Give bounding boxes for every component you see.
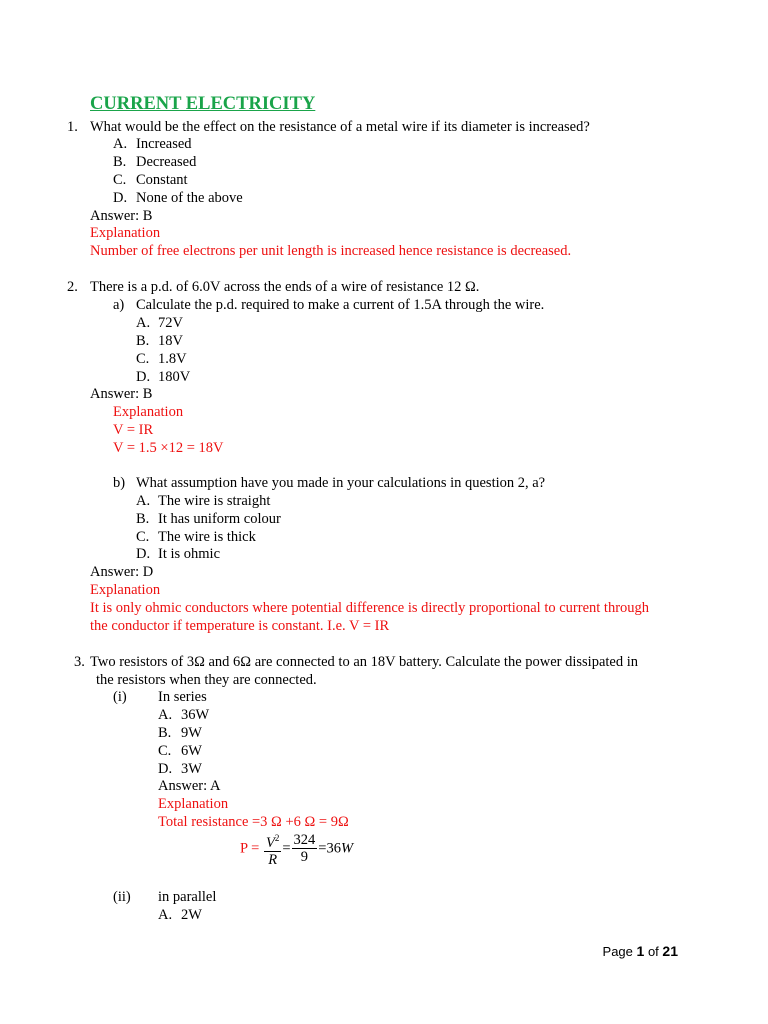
q3i-total-resistance: Total resistance =3 Ω +6 Ω = 9Ω [158, 814, 349, 830]
q2b-explanation-label: Explanation [90, 582, 161, 598]
q1-option-letter: A. [113, 136, 128, 152]
q2a-text: Calculate the p.d. required to make a current of 1.5A through the wire. [136, 297, 545, 313]
q2a-label: a) [113, 297, 125, 313]
footer-page-number: 1 [636, 943, 645, 959]
q2b-explanation-line: It is only ohmic conductors where potential difference is directly proportional to current through [90, 600, 650, 616]
formula-denominator: 9 [300, 849, 309, 866]
q2b-option-text: The wire is straight [158, 493, 271, 509]
q2a-option-letter: A. [136, 315, 151, 331]
formula-lhs: P = [240, 840, 260, 857]
q2a-option-letter: C. [136, 351, 150, 367]
q3i-option-letter: B. [158, 725, 172, 741]
q3ii-option-letter: A. [158, 907, 173, 923]
q1-option-letter: B. [113, 154, 127, 170]
power-formula [240, 830, 353, 868]
q1-option-text: None of the above [136, 190, 243, 206]
q1-explanation: Number of free electrons per unit length is increased hence resistance is decreased. [90, 243, 572, 259]
q2a-option-text: 180V [158, 369, 191, 385]
q2-text: There is a p.d. of 6.0V across the ends of a wire of resistance 12 Ω. [90, 279, 480, 295]
q3ii-text: in parallel [158, 889, 217, 905]
formula-numerator: V [265, 834, 275, 851]
q3ii-option-text: 2W [181, 907, 202, 923]
q2b-label: b) [113, 475, 126, 491]
q3i-option-text: 6W [181, 743, 202, 759]
q2b-answer: Answer: D [90, 564, 154, 580]
q3i-option-text: 36W [181, 707, 210, 723]
q1-text: What would be the effect on the resistance of a metal wire if its diameter is increased? [90, 119, 590, 135]
formula-exponent: 2 [274, 833, 280, 843]
q3i-option-letter: A. [158, 707, 173, 723]
q1-option-letter: D. [113, 190, 128, 206]
q2a-option-text: 1.8V [158, 351, 187, 367]
formula-equals: = [282, 840, 291, 857]
footer-page-word: Page [602, 944, 633, 959]
q2a-option-text: 18V [158, 333, 183, 349]
q2b-option-text: It is ohmic [158, 546, 221, 562]
q3-text: Two resistors of 3Ω and 6Ω are connected to an 18V battery. Calculate the power dissipated in [90, 654, 639, 670]
q1-number: 1. [67, 119, 78, 135]
q3i-answer: Answer: A [158, 778, 221, 794]
fraction-v2-over-r [264, 830, 281, 868]
q3i-option-letter: D. [158, 761, 173, 777]
formula-numerator: 324 [293, 832, 316, 849]
q3i-option-text: 3W [181, 761, 202, 777]
q2b-option-letter: D. [136, 546, 151, 562]
q3i-option-text: 9W [181, 725, 202, 741]
q2a-explanation-line: V = 1.5 ×12 = 18V [113, 440, 224, 456]
q2b-explanation-line: the conductor if temperature is constant. I.e. V = IR [90, 618, 390, 634]
q1-explanation-label: Explanation [90, 225, 161, 241]
q2a-explanation-label: Explanation [113, 404, 184, 420]
q2a-option-letter: B. [136, 333, 150, 349]
q2b-option-text: It has uniform colour [158, 511, 281, 527]
q2a-explanation-line: V = IR [113, 422, 154, 438]
footer-of-word: of [647, 944, 659, 959]
page-footer [603, 943, 678, 959]
q3ii-label: (ii) [113, 889, 131, 905]
q1-answer: Answer: B [90, 208, 153, 224]
formula-denominator: R [268, 851, 278, 868]
q3-number: 3. [74, 654, 85, 670]
q2b-option-letter: A. [136, 493, 151, 509]
q1-option-text: Decreased [136, 154, 197, 170]
q2b-text: What assumption have you made in your calculations in question 2, a? [136, 475, 546, 491]
fraction-324-over-9 [292, 832, 318, 865]
q1-option-text: Increased [136, 136, 192, 152]
formula-unit: W [340, 840, 354, 857]
q2a-option-letter: D. [136, 369, 151, 385]
q2b-option-letter: C. [136, 529, 150, 545]
q3i-text: In series [158, 689, 207, 705]
q2b-option-text: The wire is thick [158, 529, 256, 545]
q2b-option-letter: B. [136, 511, 150, 527]
q2a-answer: Answer: B [90, 386, 153, 402]
q1-option-letter: C. [113, 172, 127, 188]
footer-page-total: 21 [662, 943, 678, 959]
q1-option-text: Constant [136, 172, 188, 188]
q3i-option-letter: C. [158, 743, 172, 759]
q2a-option-text: 72V [158, 315, 183, 331]
q2-number: 2. [67, 279, 78, 295]
q3-text: the resistors when they are connected. [96, 672, 317, 688]
page-title: CURRENT ELECTRICITY [90, 94, 316, 114]
q3i-label: (i) [113, 689, 127, 705]
q3i-explanation-label: Explanation [158, 796, 229, 812]
formula-result: =36 [318, 840, 341, 857]
